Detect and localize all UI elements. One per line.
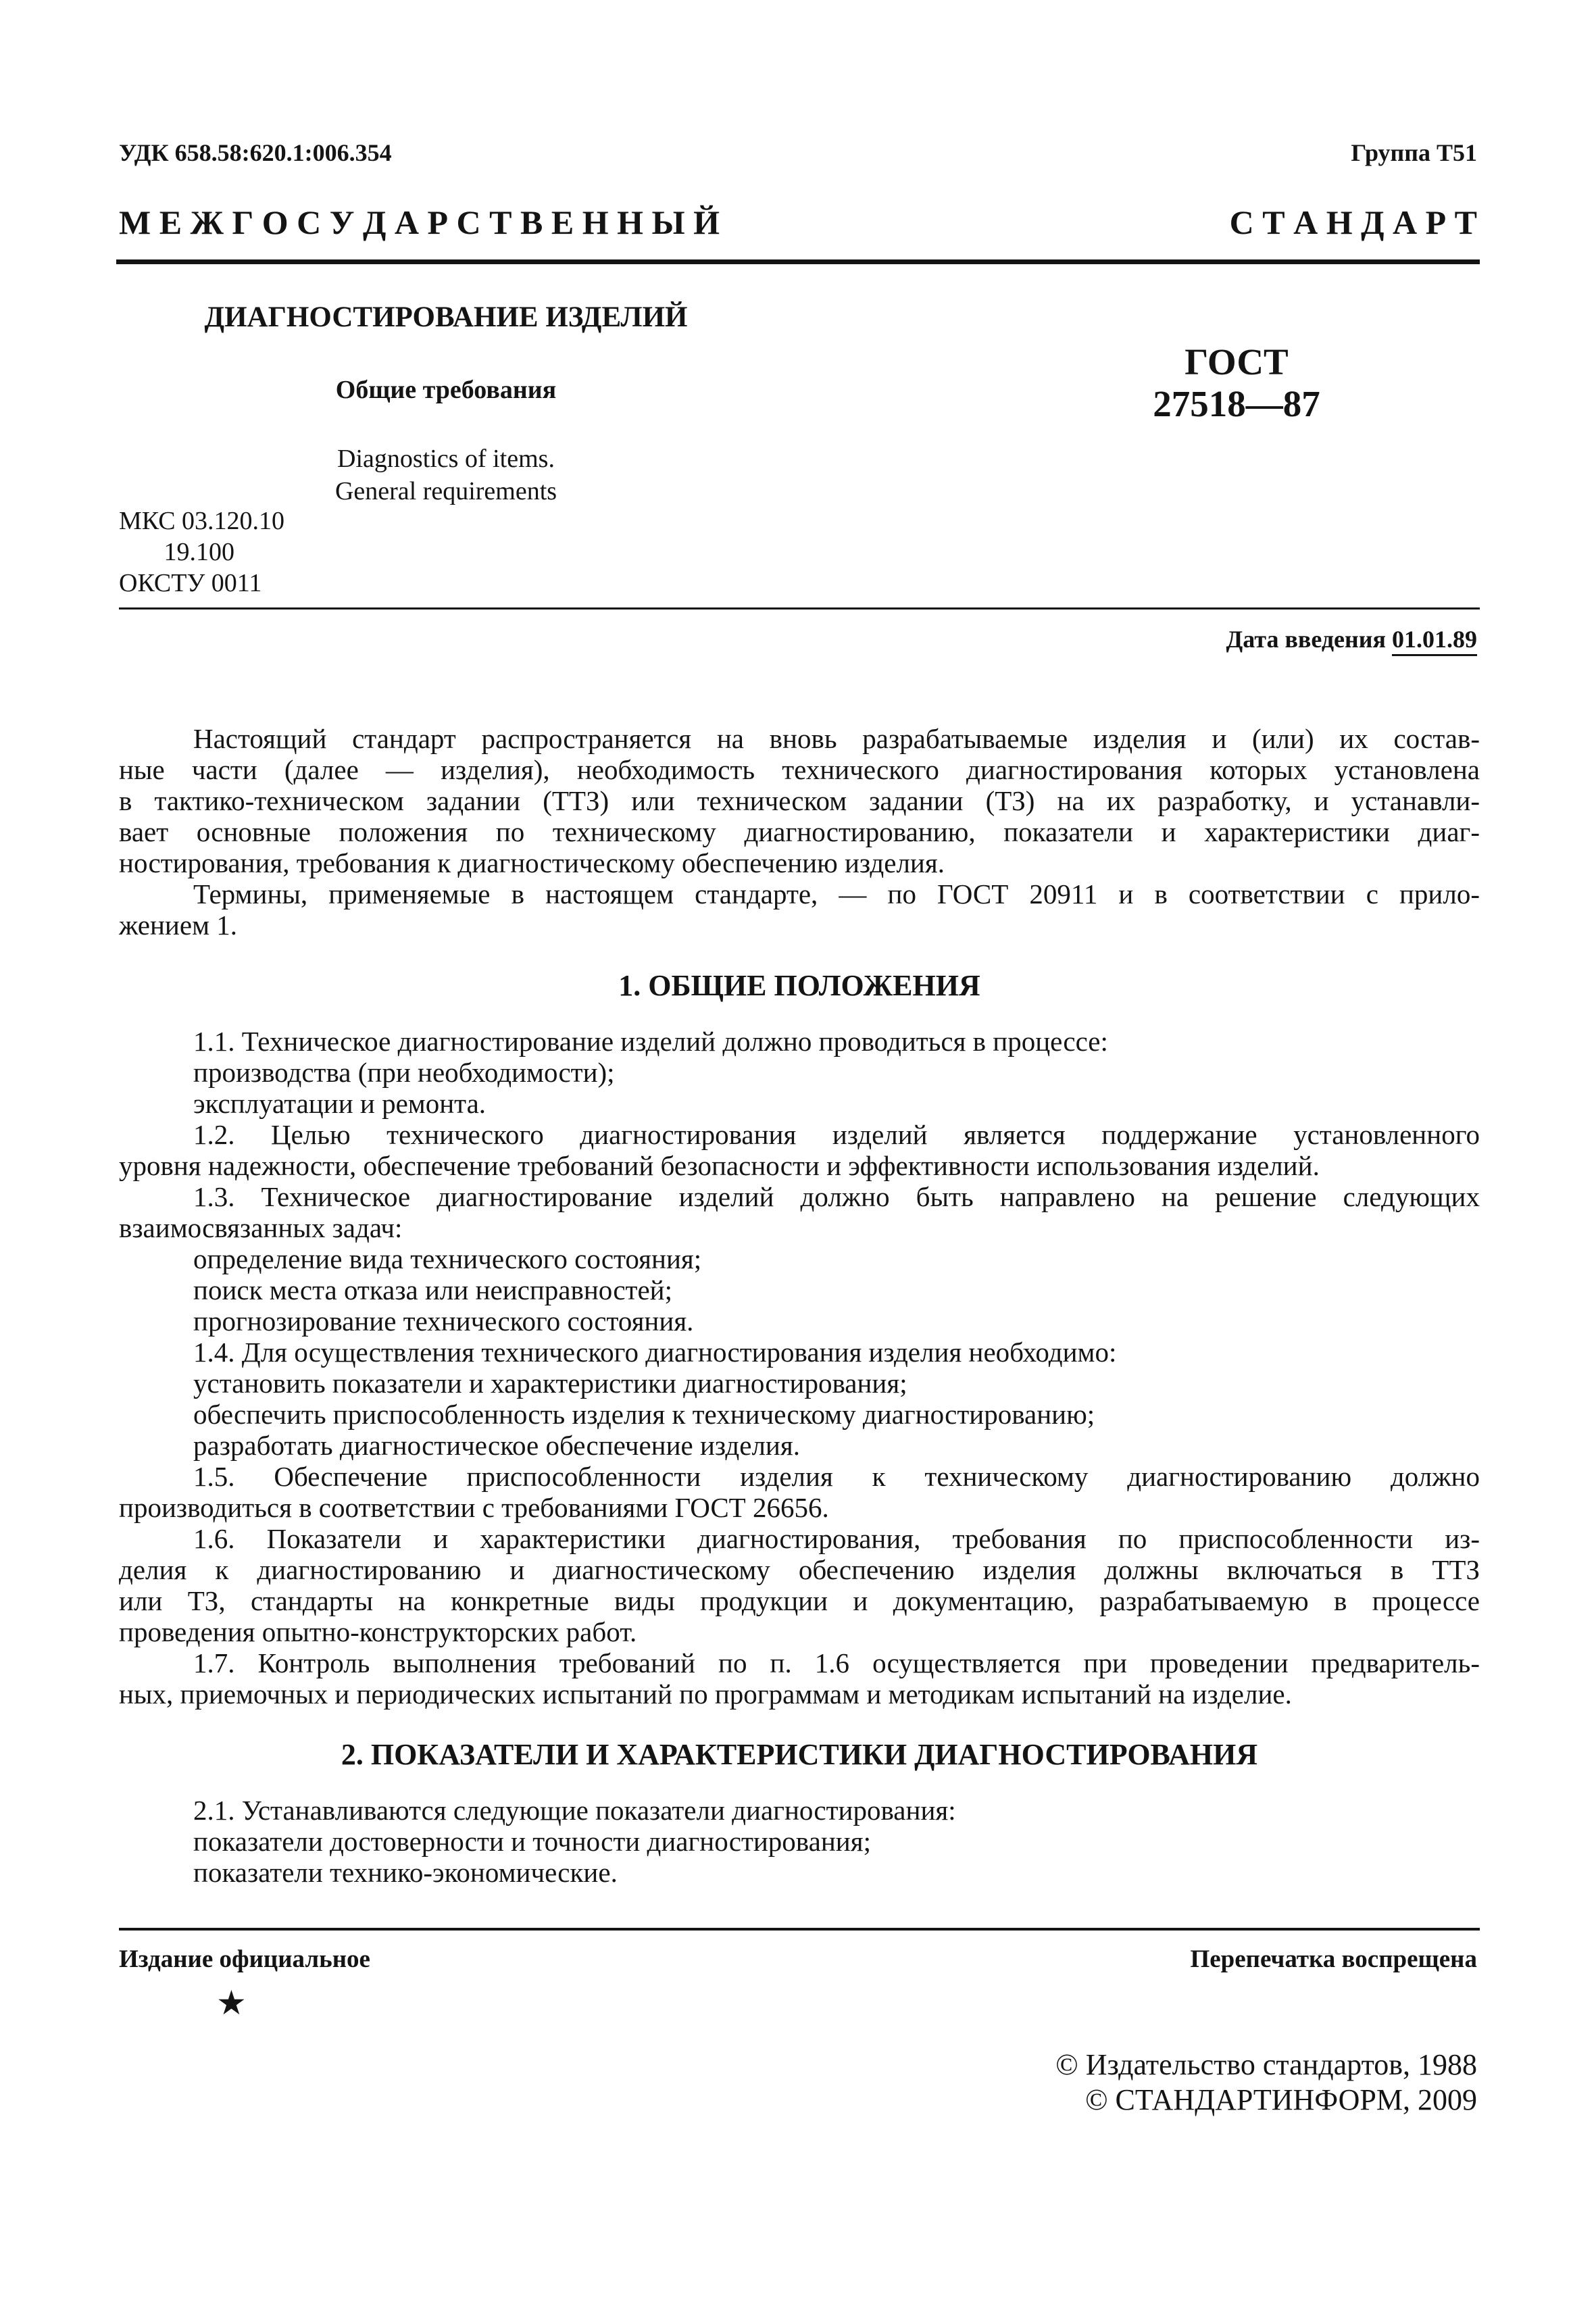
- text-line: 1.6. Показатели и характеристики диагностирования, требования по приспособленности из-: [193, 1523, 1480, 1554]
- text-line: 1.5. Обеспечение приспособленности изделия к техническому диагностированию должно: [193, 1461, 1480, 1492]
- document-body: [119, 723, 1480, 1888]
- list-item: разработать диагностическое обеспечение изделия.: [193, 1430, 800, 1461]
- section-heading-2: 2. ПОКАЗАТЕЛИ И ХАРАКТЕРИСТИКИ ДИАГНОСТИРОВАНИЯ: [341, 1738, 1258, 1771]
- text-line: проведения опытно-конструкторских работ.: [119, 1616, 637, 1647]
- mks-code-secondary: 19.100: [119, 538, 234, 566]
- text-line: ностирования, требования к диагностическому обеспечению изделия.: [119, 847, 945, 878]
- text-line: взаимосвязанных задач:: [119, 1212, 403, 1243]
- group-code: Группа Т51: [1351, 139, 1477, 166]
- standard-banner: [119, 203, 1477, 242]
- reprint-prohibited-label: Перепечатка воспрещена: [1190, 1945, 1477, 1973]
- text-line: ные части (далее — изделия), необходимость технического диагностирования которых установлена: [119, 754, 1480, 785]
- title-rule: [119, 607, 1480, 609]
- text-line: 1.2. Целью технического диагностирования изделий является поддержание установленного: [193, 1119, 1480, 1150]
- list-item: поиск места отказа или неисправностей;: [193, 1274, 672, 1305]
- clause-1-3: [119, 1181, 1480, 1243]
- list-item: установить показатели и характеристики диагностирования;: [193, 1368, 907, 1399]
- clause-1-1: 1.1. Техническое диагностирование изделий должно проводиться в процессе:: [193, 1026, 1108, 1057]
- section-heading-1: 1. ОБЩИЕ ПОЛОЖЕНИЯ: [618, 969, 980, 1002]
- gost-number: 27518—87: [1153, 383, 1320, 424]
- star-icon: ★: [216, 1984, 247, 2022]
- text-line: 1.3. Техническое диагностирование изделий должно быть направлено на решение следующих: [193, 1181, 1480, 1212]
- intro-paragraph: [119, 723, 1480, 878]
- text-line: производиться в соответствии с требованиями ГОСТ 26656.: [119, 1492, 829, 1523]
- clause-1-6: [119, 1523, 1480, 1647]
- text-line: делия к диагностированию и диагностическому обеспечению изделия должны включаться в ТТЗ: [119, 1554, 1480, 1585]
- document-subtitle: Общие требования: [335, 376, 557, 404]
- mks-code: МКС 03.120.10: [119, 507, 285, 535]
- clause-1-7: [119, 1647, 1480, 1710]
- list-item: прогнозирование технического состояния.: [193, 1305, 694, 1337]
- document-title: ДИАГНОСТИРОВАНИЕ ИЗДЕЛИЙ: [204, 301, 688, 333]
- footer-rule: [119, 1928, 1480, 1931]
- text-line: жением 1.: [119, 910, 238, 941]
- text-line: в тактико-техническом задании (ТТЗ) или техническом задании (ТЗ) на их разработку, и устанавли-: [119, 785, 1480, 816]
- list-item: обеспечить приспособленность изделия к техническому диагностированию;: [193, 1399, 1095, 1430]
- gost-label: ГОСТ: [1184, 341, 1289, 382]
- list-item: показатели достоверности и точности диагностирования;: [193, 1826, 871, 1857]
- header-rule: [116, 259, 1480, 264]
- list-item: определение вида технического состояния;: [193, 1243, 702, 1274]
- text-line: 1.7. Контроль выполнения требований по п. 1.6 осуществляется при проведении предваритель-: [193, 1647, 1480, 1678]
- oksty-code: ОКСТУ 0011: [119, 569, 262, 597]
- clause-1-4: 1.4. Для осуществления технического диагностирования изделия необходимо:: [193, 1337, 1117, 1368]
- terms-paragraph: [119, 878, 1480, 941]
- text-line: уровня надежности, обеспечение требований безопасности и эффективности использования изделий.: [119, 1150, 1320, 1181]
- banner-word-standard: С Т А Н Д А Р Т: [1229, 203, 1477, 241]
- classification-codes: [119, 505, 284, 599]
- text-line: Настоящий стандарт распространяется на вновь разрабатываемые изделия и (или) их состав-: [193, 723, 1480, 754]
- english-title-line: General requirements: [334, 477, 557, 505]
- official-edition-label: Издание официальное: [119, 1945, 370, 1973]
- copyright-line: © СТАНДАРТИНФОРМ, 2009: [1085, 2083, 1477, 2116]
- clause-2-1: 2.1. Устанавливаются следующие показатели диагностирования:: [193, 1795, 956, 1826]
- effective-date-value: 01.01.89: [1392, 626, 1477, 656]
- gost-designation: [1081, 341, 1392, 425]
- effective-date-label: Дата введения: [1226, 626, 1386, 653]
- text-line: ных, приемочных и периодических испытаний по программам и методикам испытаний на изделие.: [119, 1678, 1292, 1710]
- copyright-block: [1055, 2047, 1477, 2118]
- effective-date: [1226, 625, 1478, 653]
- list-item: показатели технико-экономические.: [193, 1857, 618, 1888]
- list-item: производства (при необходимости);: [193, 1057, 615, 1088]
- list-item: эксплуатации и ремонта.: [193, 1088, 487, 1119]
- clause-1-2: [119, 1119, 1480, 1181]
- english-title-line: Diagnostics of items.: [337, 445, 555, 473]
- text-line: или ТЗ, стандарты на конкретные виды продукции и документацию, разрабатываемую в процессе: [119, 1585, 1480, 1616]
- copyright-line: © Издательство стандартов, 1988: [1055, 2048, 1477, 2081]
- english-title: [0, 443, 892, 507]
- text-line: Термины, применяемые в настоящем стандарте, — по ГОСТ 20911 и в соответствии с прило-: [193, 878, 1480, 910]
- text-line: вает основные положения по техническому диагностированию, показатели и характеристики диаг-: [119, 816, 1480, 847]
- udk-code: УДК 658.58:620.1:006.354: [119, 139, 392, 166]
- clause-1-5: [119, 1461, 1480, 1523]
- banner-word-interstate: М Е Ж Г О С У Д А Р С Т В Е Н Н Ы Й: [119, 203, 720, 241]
